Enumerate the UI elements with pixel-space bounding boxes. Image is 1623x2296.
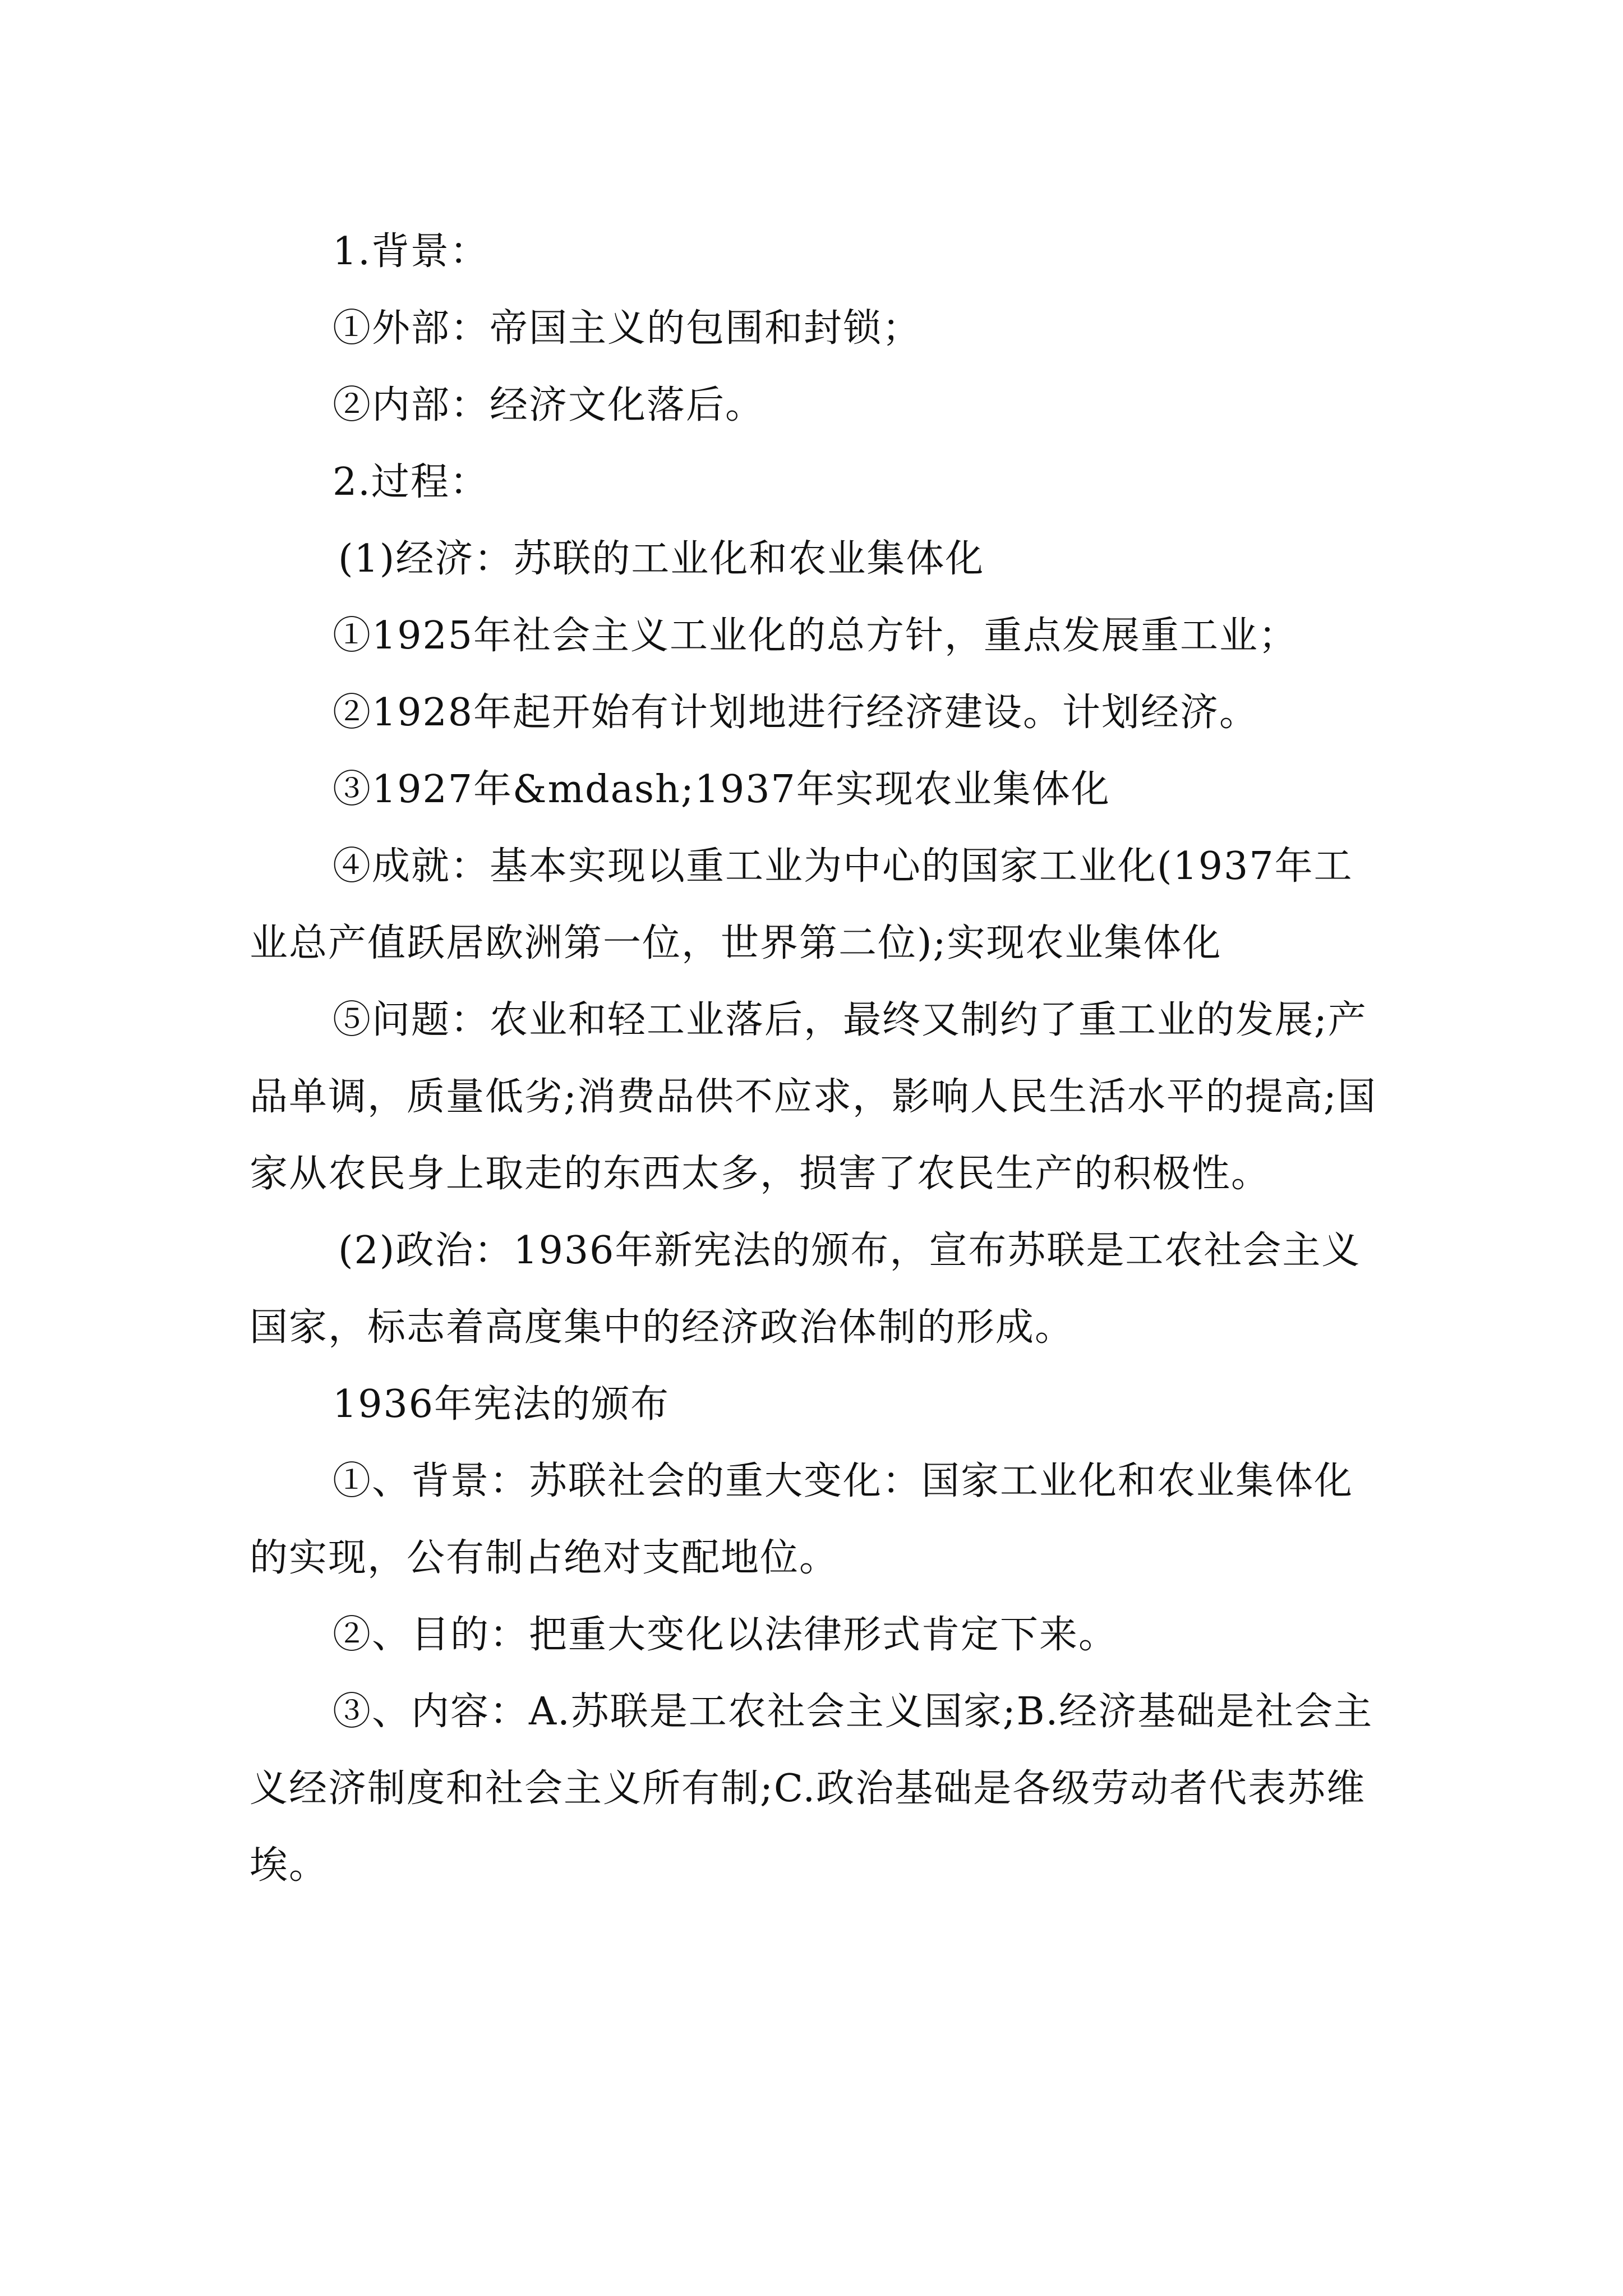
constitution-purpose: ②、目的：把重大变化以法律形式肯定下来。	[333, 1613, 1118, 1657]
economy-point-2: ②1928年起开始有计划地进行经济建设。计划经济。	[333, 691, 1259, 735]
background-internal: ②内部：经济文化落后。	[333, 383, 765, 427]
constitution-content: ③、内容：A.苏联是工农社会主义国家;B.经济基础是社会主义经济制度和社会主义所有制;C.政治基础是各级劳动者代表苏维埃。	[250, 1690, 1373, 1888]
document-body	[250, 213, 1388, 1904]
heading-background: 1.背景：	[333, 229, 489, 274]
economy-problems: ⑤问题：农业和轻工业落后，最终又制约了重工业的发展;产品单调，质量低劣;消费品供不应求，影响人民生活水平的提高;国家从农民身上取走的东西太多，损害了农民生产的积极性。	[250, 998, 1377, 1196]
constitution-background: ①、背景：苏联社会的重大变化：国家工业化和农业集体化的实现，公有制占绝对支配地位。	[250, 1459, 1354, 1580]
subheading-economy: (1)经济：苏联的工业化和农业集体化	[338, 537, 985, 581]
economy-point-1: ①1925年社会主义工业化的总方针，重点发展重工业；	[333, 614, 1298, 658]
heading-process: 2.过程：	[333, 460, 489, 504]
economy-achievements: ④成就：基本实现以重工业为中心的国家工业化(1937年工业总产值跃居欧洲第一位，世界第二位);实现农业集体化	[250, 844, 1353, 965]
subheading-politics: (2)政治：1936年新宪法的颁布，宣布苏联是工农社会主义国家，标志着高度集中的经济政治体制的形成。	[250, 1228, 1361, 1350]
constitution-title: 1936年宪法的颁布	[333, 1382, 670, 1427]
background-external: ①外部：帝国主义的包围和封锁；	[333, 306, 922, 351]
economy-point-3: ③1927年&mdash;1937年实现农业集体化	[333, 767, 1110, 812]
